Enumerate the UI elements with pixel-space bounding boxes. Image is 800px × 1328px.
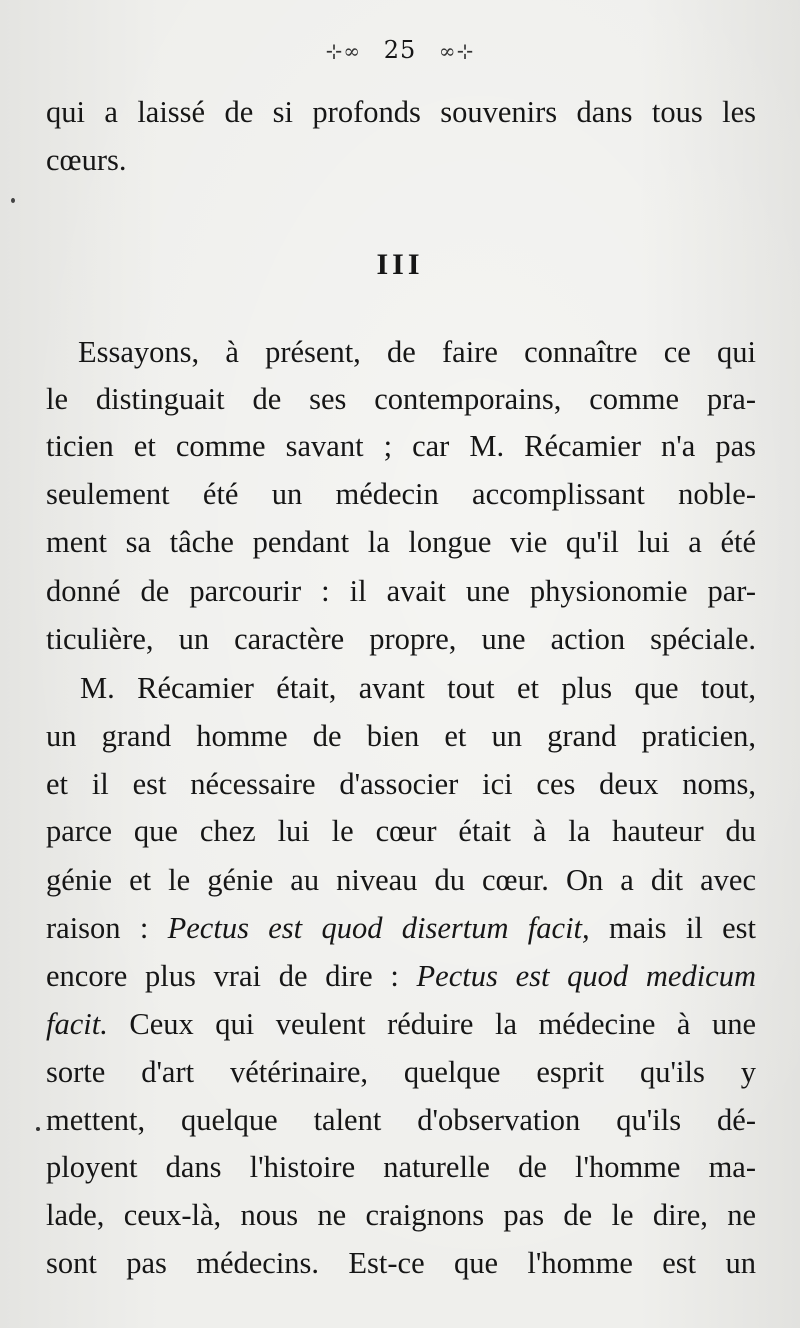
page-header <box>0 36 800 64</box>
text-line: cœurs. <box>46 143 127 177</box>
text-line: mettent, quelque talent d'observation qu'ils dé- <box>46 1103 756 1137</box>
latin-quote: Pectus est quod medicum <box>416 959 756 993</box>
text-segment: raison : <box>46 911 168 945</box>
text-line: ticulière, un caractère propre, une action spéciale. <box>46 622 756 656</box>
page-number: 25 <box>383 36 417 64</box>
header-ornament-left: ⊹∞ <box>325 39 362 63</box>
text-line: génie et le génie au niveau du cœur. On a dit avec <box>46 863 756 897</box>
ink-speck <box>36 1127 40 1131</box>
text-line <box>46 958 756 994</box>
text-line: sorte d'art vétérinaire, quelque esprit qu'ils y <box>46 1055 756 1089</box>
text-segment: Ceux qui veulent réduire la médecine à une <box>107 1007 756 1041</box>
text-line <box>46 1006 756 1042</box>
text-line: parce que chez lui le cœur était à la hauteur du <box>46 814 756 848</box>
text-segment: encore plus vrai de dire : <box>46 959 417 993</box>
latin-quote: Pectus est quod disertum facit, <box>167 911 590 945</box>
text-line: un grand homme de bien et un grand praticien, <box>46 719 756 753</box>
latin-quote: facit. <box>46 1007 108 1041</box>
text-line: ticien et comme savant ; car M. Récamier n'a pas <box>46 429 756 463</box>
text-line: et il est nécessaire d'associer ici ces deux noms, <box>46 767 756 801</box>
text-line: lade, ceux-là, nous ne craignons pas de le dire, ne <box>46 1198 756 1232</box>
header-ornament-right: ∞⊹ <box>438 39 475 63</box>
text-line: donné de parcourir : il avait une physionomie par- <box>46 574 756 608</box>
text-line: le distinguait de ses contemporains, comme pra- <box>46 382 756 416</box>
ink-speck <box>11 198 15 203</box>
text-segment: mais il est <box>589 911 757 945</box>
text-line: M. Récamier était, avant tout et plus que tout, <box>80 671 756 705</box>
text-line: ployent dans l'histoire naturelle de l'homme ma- <box>46 1150 756 1184</box>
text-line: seulement été un médecin accomplissant noble- <box>46 477 756 511</box>
text-line: qui a laissé de si profonds souvenirs dans tous les <box>46 95 756 129</box>
text-line: Essayons, à présent, de faire connaître ce qui <box>78 335 756 369</box>
text-line: ment sa tâche pendant la longue vie qu'il lui a été <box>46 525 756 559</box>
text-line <box>46 910 756 946</box>
section-heading: III <box>376 248 424 281</box>
text-line: sont pas médecins. Est-ce que l'homme est un <box>46 1246 756 1280</box>
